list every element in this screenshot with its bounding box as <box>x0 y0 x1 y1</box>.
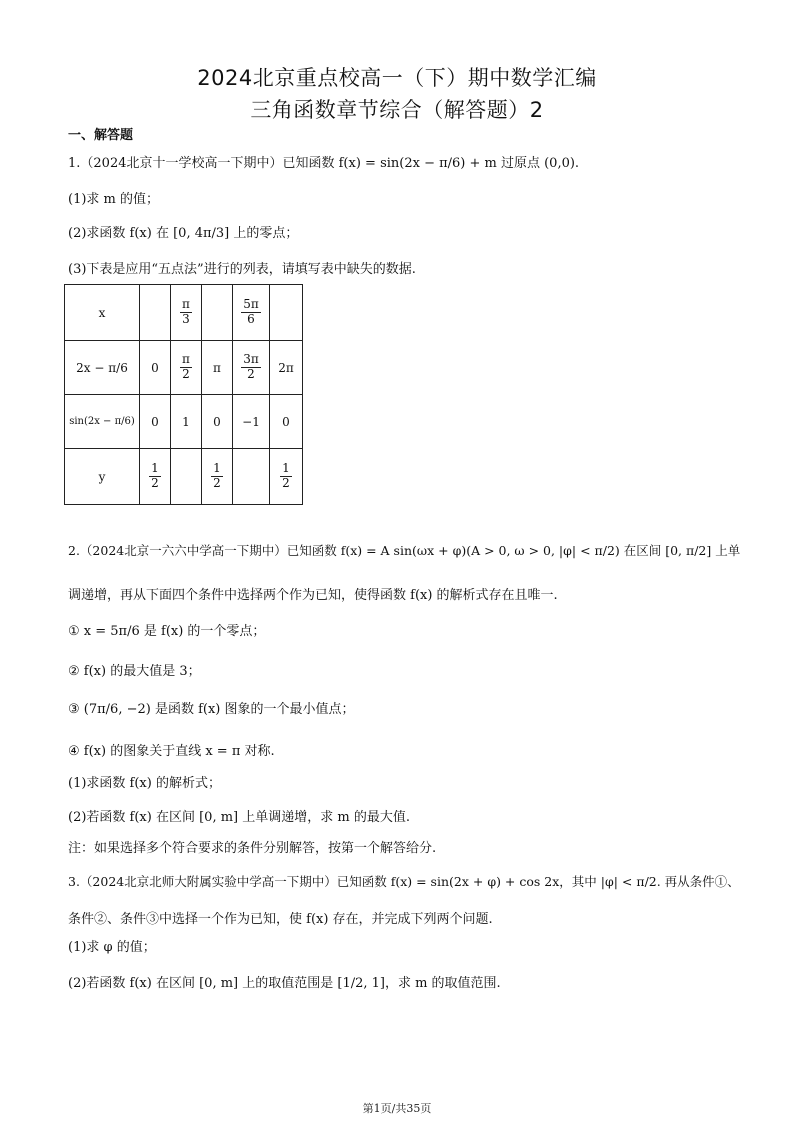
table-cell: $\frac{1}{2}$ <box>270 449 303 505</box>
table-cell <box>171 449 202 505</box>
table-cell: $\frac{1}{2}$ <box>140 449 171 505</box>
five-point-table <box>64 284 303 505</box>
q2-part1: (1)求函数 f(x) 的解析式； <box>68 776 221 791</box>
q1-stem: 1.（2024北京十一学校高一下期中）已知函数 f(x) = sin(2x − π/6) + m 过原点 (0,0). <box>68 156 580 171</box>
q1-part3: (3)下表是应用“五点法”进行的列表，请填写表中缺失的数据. <box>68 262 416 277</box>
table-cell: −1 <box>233 395 270 449</box>
q2-stem-line1: 2.（2024北京一六六中学高一下期中）已知函数 f(x) = A sin(ωx + φ)(A > 0, ω > 0, |φ| < π/2) 在区间 [0, π/2] 上单 <box>68 543 741 558</box>
q1-part2: (2)求函数 f(x) 在 [0, 4π/3] 上的零点； <box>68 226 299 241</box>
section-heading: 一、解答题 <box>68 128 134 143</box>
table-cell <box>233 449 270 505</box>
document-title-line2: 三角函数章节综合（解答题）2 <box>250 98 544 122</box>
q3-stem-line2: 条件②、条件③中选择一个作为已知，使 f(x) 存在，并完成下列两个问题. <box>68 912 493 927</box>
q3-part2: (2)若函数 f(x) 在区间 [0, m] 上的取值范围是 [1/2, 1]，求 m 的取值范围. <box>68 976 501 991</box>
table-cell: $\frac{3\pi}{2}$ <box>233 341 270 395</box>
table-cell: $\frac{5\pi}{6}$ <box>233 285 270 341</box>
q2-note: 注：如果选择多个符合要求的条件分别解答，按第一个解答给分. <box>68 841 437 856</box>
table-cell <box>270 285 303 341</box>
table-cell: 0 <box>270 395 303 449</box>
table-cell: $\frac{1}{2}$ <box>202 449 233 505</box>
q2-condition2: ② f(x) 的最大值是 3； <box>68 664 201 679</box>
row-label-phase: 2x − π/6 <box>65 341 140 395</box>
q3-part1: (1)求 φ 的值； <box>68 940 156 955</box>
table-cell: 0 <box>140 395 171 449</box>
q2-part2: (2)若函数 f(x) 在区间 [0, m] 上单调递增，求 m 的最大值. <box>68 810 410 825</box>
page-footer: 第1页/共35页 <box>362 1102 432 1115</box>
q2-condition1: ① x = 5π/6 是 f(x) 的一个零点； <box>68 624 266 639</box>
table-cell: 1 <box>171 395 202 449</box>
table-cell <box>202 285 233 341</box>
table-cell <box>140 285 171 341</box>
table-cell: π <box>202 341 233 395</box>
table-cell: 0 <box>202 395 233 449</box>
q2-condition3: ③ (7π/6, −2) 是函数 f(x) 图象的一个最小值点； <box>68 702 355 717</box>
table-cell: $\frac{\pi}{2}$ <box>171 341 202 395</box>
table-cell: $\frac{\pi}{3}$ <box>171 285 202 341</box>
q3-stem-line1: 3.（2024北京北师大附属实验中学高一下期中）已知函数 f(x) = sin(2x + φ) + cos 2x，其中 |φ| < π/2. 再从条件①、 <box>68 874 740 889</box>
q2-stem-line2: 调递增，再从下面四个条件中选择两个作为已知，使得函数 f(x) 的解析式存在且唯一. <box>68 588 558 603</box>
row-label-x: x <box>65 285 140 341</box>
table-cell: 0 <box>140 341 171 395</box>
q1-part1: (1)求 m 的值； <box>68 192 160 207</box>
q2-condition4: ④ f(x) 的图象关于直线 x = π 对称. <box>68 744 275 759</box>
table-cell: 2π <box>270 341 303 395</box>
document-title-line1: 2024北京重点校高一（下）期中数学汇编 <box>197 66 597 90</box>
row-label-y: y <box>65 449 140 505</box>
row-label-sin: sin(2x − π/6) <box>65 395 140 449</box>
